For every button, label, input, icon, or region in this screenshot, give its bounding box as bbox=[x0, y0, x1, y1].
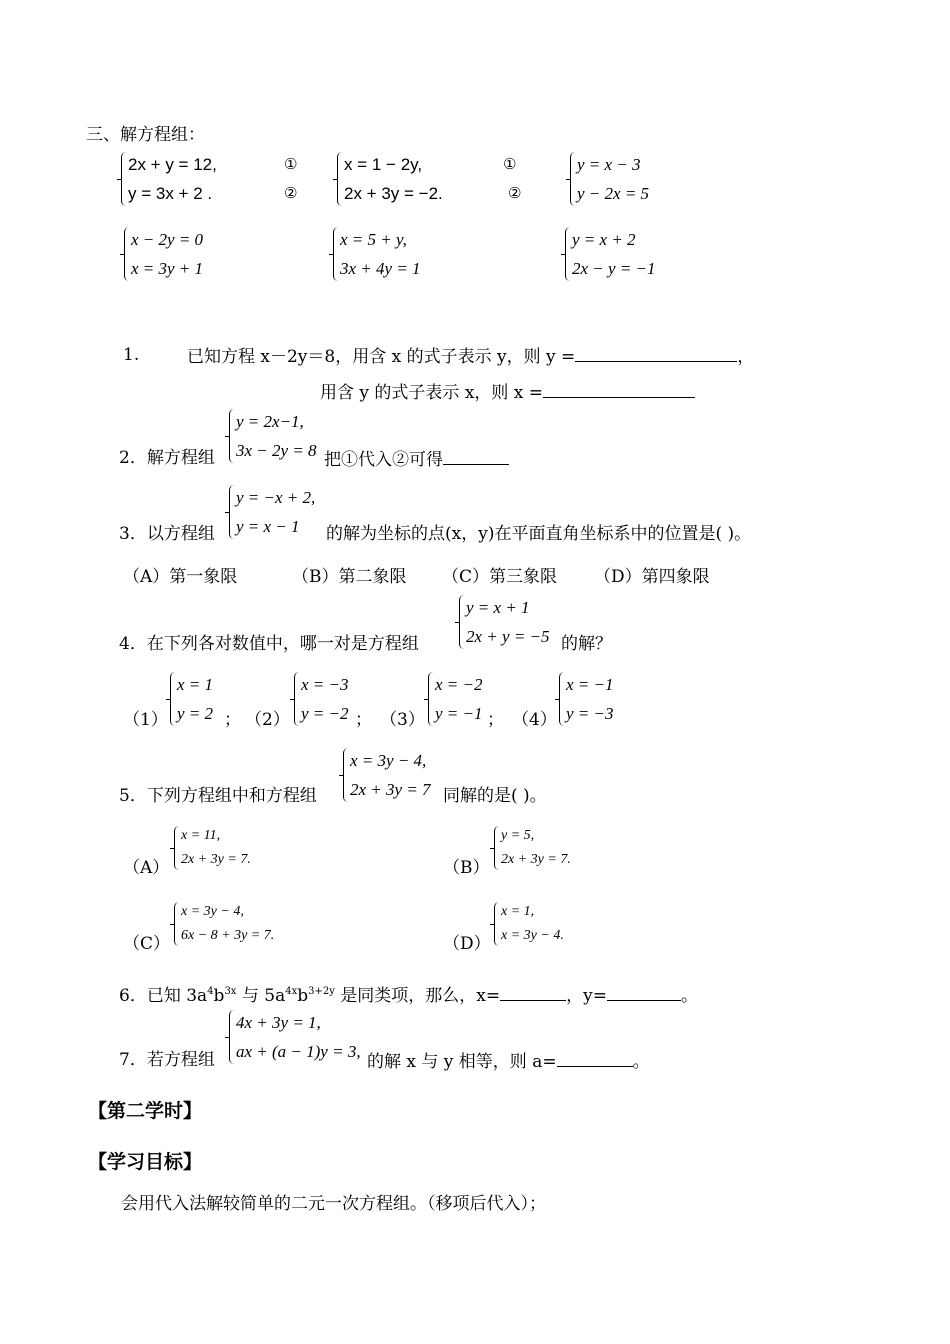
question-text: 把①代入②可得 bbox=[324, 450, 443, 470]
equation: 2x + 3y = 7. bbox=[181, 852, 251, 867]
answer-blank[interactable] bbox=[443, 450, 509, 465]
question-1-part-2 bbox=[320, 383, 695, 402]
question-text: 6．已知 3a bbox=[119, 986, 208, 1006]
equation: x = 3y − 4, bbox=[181, 904, 244, 919]
equation: x = −3 bbox=[301, 675, 349, 694]
equation: 6x − 8 + 3y = 7. bbox=[181, 928, 275, 943]
equation-system bbox=[229, 483, 324, 541]
brace-icon bbox=[494, 902, 500, 946]
choice-label: （2） bbox=[245, 710, 290, 730]
equation: ax + (a − 1)y = 3, bbox=[236, 1042, 361, 1061]
question-4-text: 4．在下列各对数值中，哪一对是方程组 bbox=[119, 634, 419, 654]
equation: x = 3y − 4. bbox=[501, 928, 564, 943]
equation: x = 1 bbox=[177, 675, 214, 694]
equation: y = 3x + 2 . bbox=[128, 184, 213, 203]
brace-icon bbox=[559, 672, 565, 726]
choice-system[interactable] bbox=[170, 670, 225, 728]
brace-icon bbox=[565, 227, 571, 281]
equation-system-3 bbox=[570, 150, 670, 208]
equation: y = 2 bbox=[177, 704, 214, 723]
equation-mark: ② bbox=[284, 184, 298, 202]
question-text: 是同类项，那么，x= bbox=[334, 986, 501, 1006]
brace-icon bbox=[174, 826, 180, 870]
brace-icon bbox=[174, 902, 180, 946]
brace-icon bbox=[343, 748, 349, 802]
option-d-system[interactable] bbox=[494, 900, 594, 948]
exponent: 3+2y bbox=[308, 986, 335, 997]
exponent: 4 bbox=[207, 986, 214, 997]
equation: 2x + 3y = 7. bbox=[501, 852, 571, 867]
brace-icon bbox=[170, 672, 176, 726]
question-5-text: 5．下列方程组中和方程组 bbox=[119, 786, 317, 806]
equation-system-6 bbox=[565, 225, 675, 283]
separator: ； bbox=[487, 710, 504, 730]
equation: y = −2 bbox=[301, 704, 349, 723]
question-3-text: 3．以方程组 bbox=[119, 524, 215, 544]
answer-blank-y[interactable] bbox=[607, 986, 681, 1001]
goal-title: 【学习目标】 bbox=[88, 1151, 203, 1173]
option-label: （D） bbox=[443, 934, 491, 954]
exponent: 3x bbox=[224, 986, 237, 997]
equation: y = 2x−1, bbox=[236, 412, 304, 431]
question-7-after bbox=[367, 1052, 650, 1071]
option-c-system[interactable] bbox=[174, 900, 299, 948]
option-label: （C） bbox=[123, 934, 171, 954]
question-text: b bbox=[213, 986, 225, 1006]
equation: x = 5 + y, bbox=[340, 230, 407, 249]
equation-mark: ① bbox=[503, 155, 517, 173]
choice-label: （3） bbox=[380, 710, 425, 730]
option-b-system[interactable] bbox=[494, 824, 594, 872]
equation: 2x − y = −1 bbox=[572, 259, 656, 278]
equation-mark: ① bbox=[284, 155, 298, 173]
equation-system bbox=[229, 407, 324, 465]
equation: x = 3y − 4, bbox=[350, 751, 427, 770]
question-text: ， bbox=[737, 347, 755, 367]
brace-icon bbox=[124, 227, 130, 281]
question-text: 用含 y 的式子表示 x，则 x = bbox=[320, 383, 544, 403]
choice-system[interactable] bbox=[294, 670, 356, 728]
brace-icon bbox=[337, 152, 343, 206]
equation: y = −1 bbox=[435, 704, 483, 723]
brace-icon bbox=[428, 672, 434, 726]
brace-icon bbox=[333, 227, 339, 281]
lesson-title: 【第二学时】 bbox=[88, 1100, 203, 1122]
brace-icon bbox=[229, 485, 235, 539]
equation-mark: ② bbox=[508, 184, 522, 202]
equation: 2x + 3y = −2. bbox=[344, 184, 443, 203]
equation: y = x − 1 bbox=[236, 517, 300, 536]
separator: ； bbox=[224, 710, 241, 730]
option-d[interactable]: （D）第四象限 bbox=[594, 567, 710, 587]
equation: y − 2x = 5 bbox=[577, 184, 650, 203]
question-text: 的解为坐标的点(x，y)在平面直角坐标系中的位置是( )。 bbox=[326, 524, 752, 544]
equation: x = 1, bbox=[501, 904, 535, 919]
brace-icon bbox=[121, 152, 127, 206]
equation: x = 3y + 1 bbox=[131, 259, 204, 278]
brace-icon bbox=[459, 595, 465, 649]
question-1 bbox=[187, 347, 754, 366]
equation: x = −1 bbox=[566, 675, 614, 694]
question-text: 的解？ bbox=[561, 634, 612, 654]
option-a-system[interactable] bbox=[174, 824, 274, 872]
brace-icon bbox=[494, 826, 500, 870]
equation-system-1 bbox=[121, 150, 241, 208]
equation: y = −x + 2, bbox=[236, 488, 316, 507]
option-label: （B） bbox=[443, 858, 490, 878]
equation: y = −3 bbox=[566, 704, 614, 723]
equation: 2x + y = 12, bbox=[128, 155, 217, 174]
answer-blank-x[interactable] bbox=[500, 986, 566, 1001]
question-text: b bbox=[297, 986, 309, 1006]
option-label: （A） bbox=[123, 858, 170, 878]
equation: 2x + 3y = 7 bbox=[350, 780, 431, 799]
question-text: 的解 x 与 y 相等，则 a= bbox=[367, 1052, 557, 1072]
equation: y = x − 3 bbox=[577, 155, 641, 174]
question-2-text: 2．解方程组 bbox=[119, 448, 215, 468]
equation-system bbox=[343, 746, 443, 804]
equation: 4x + 3y = 1, bbox=[236, 1013, 321, 1032]
equation-system-4 bbox=[124, 225, 224, 283]
brace-icon bbox=[229, 409, 235, 463]
question-text: 与 5a bbox=[236, 986, 286, 1006]
option-c[interactable]: （C）第三象限 bbox=[442, 567, 558, 587]
choice-system[interactable] bbox=[428, 670, 490, 728]
separator: ； bbox=[355, 710, 372, 730]
brace-icon bbox=[294, 672, 300, 726]
equation: x = 11, bbox=[181, 828, 221, 843]
exponent: 4x bbox=[285, 986, 298, 997]
equation-system-5 bbox=[333, 225, 433, 283]
answer-blank[interactable] bbox=[557, 1052, 633, 1067]
choice-label: （4） bbox=[512, 710, 557, 730]
goal-text: 会用代入法解较简单的二元一次方程组。（移项后代入）； bbox=[121, 1194, 546, 1214]
question-text: ，y= bbox=[566, 986, 607, 1006]
brace-icon bbox=[570, 152, 576, 206]
equation: 3x + 4y = 1 bbox=[340, 259, 421, 278]
equation: x = −2 bbox=[435, 675, 483, 694]
question-2-after bbox=[324, 450, 509, 469]
option-b[interactable]: （B）第二象限 bbox=[292, 567, 407, 587]
equation: 2x + y = −5 bbox=[466, 627, 550, 646]
section-heading: 三、解方程组： bbox=[86, 125, 205, 145]
question-text: 同解的是( )。 bbox=[443, 786, 547, 806]
equation: y = x + 1 bbox=[466, 598, 530, 617]
answer-blank[interactable] bbox=[575, 347, 737, 362]
question-text: 已知方程 x－2y＝8，用含 x 的式子表示 y，则 y = bbox=[187, 347, 576, 367]
brace-icon bbox=[229, 1010, 235, 1064]
choice-label: （1） bbox=[123, 710, 168, 730]
equation-system bbox=[229, 1008, 369, 1066]
equation: x − 2y = 0 bbox=[131, 230, 204, 249]
equation: y = 5, bbox=[501, 828, 535, 843]
option-a[interactable]: （A）第一象限 bbox=[123, 567, 238, 587]
choice-system[interactable] bbox=[559, 670, 624, 728]
question-number: 1. bbox=[123, 345, 140, 365]
question-text: 。 bbox=[681, 986, 698, 1006]
question-6 bbox=[119, 986, 698, 1005]
equation: y = x + 2 bbox=[572, 230, 636, 249]
answer-blank[interactable] bbox=[543, 383, 695, 398]
question-7-text: 7．若方程组 bbox=[119, 1050, 215, 1070]
question-text: 。 bbox=[632, 1052, 650, 1072]
equation: 3x − 2y = 8 bbox=[236, 441, 317, 460]
equation: x = 1 − 2y, bbox=[344, 155, 423, 174]
equation-system-2 bbox=[337, 150, 467, 208]
equation-system bbox=[459, 593, 559, 651]
